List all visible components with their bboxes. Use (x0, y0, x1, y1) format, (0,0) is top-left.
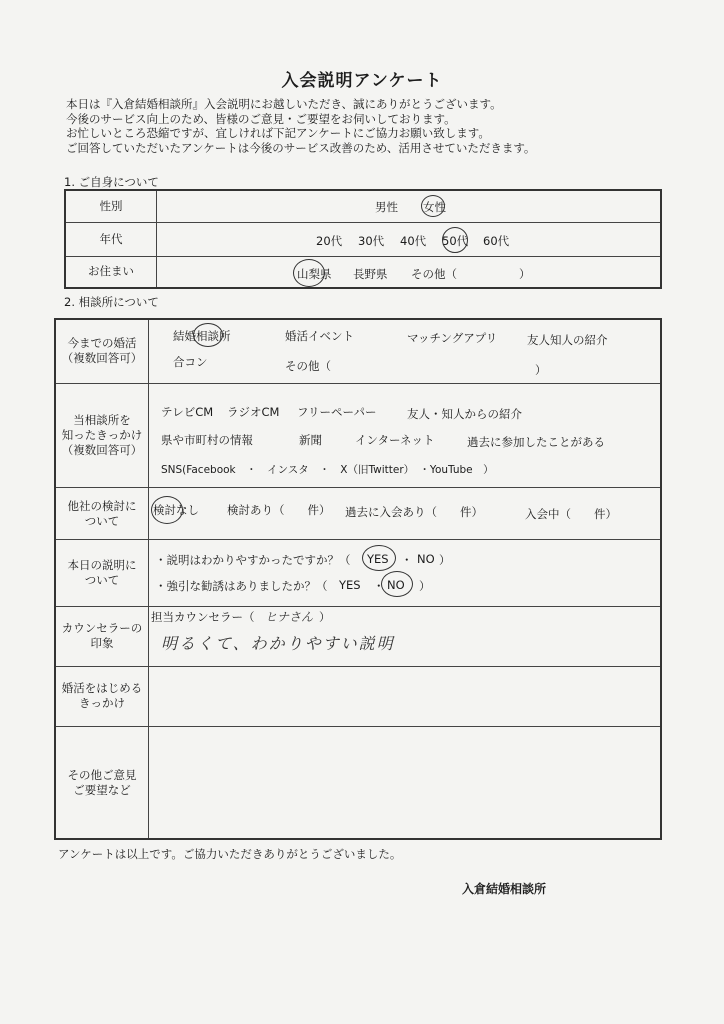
option-considering[interactable]: 検討あり（ 件） (227, 503, 331, 518)
option-nagano[interactable]: 長野県 (353, 266, 388, 281)
option-yamanashi[interactable]: 山梨県 (297, 266, 332, 281)
other-comments-row (55, 727, 661, 840)
trigger-label: 当相談所を (73, 412, 131, 427)
gender-row (65, 190, 661, 222)
option-clarity-no[interactable]: NO (417, 552, 435, 567)
counselor-impression-text[interactable]: 明るくて、わかりやすい説明 (161, 633, 395, 653)
option-40s[interactable]: 40代 (400, 233, 427, 248)
agency-info-table (54, 318, 662, 840)
option-other-residence[interactable]: その他（ (411, 266, 457, 281)
paren-close: ） (439, 553, 451, 568)
other-agency-label-2: ついて (84, 513, 120, 528)
option-50s[interactable]: 50代 (442, 233, 469, 248)
today-explanation-label-2: ついて (84, 572, 120, 587)
option-20s[interactable]: 20代 (316, 233, 343, 248)
other-comments-answer[interactable] (149, 727, 662, 840)
option-friend-referral[interactable]: 友人・知人からの紹介 (407, 406, 522, 421)
other-comments-label: その他ご意見 (67, 767, 137, 782)
option-newspaper[interactable]: 新聞 (299, 432, 322, 447)
intro-line: 今後のサービス向上のため、皆様のご意見・ご要望をお伺いしております。 (66, 111, 456, 126)
option-female[interactable]: 女性 (423, 200, 446, 214)
counselor-name[interactable]: ヒナさん (265, 609, 314, 624)
option-30s[interactable]: 30代 (358, 233, 385, 248)
option-pushy-no[interactable]: NO (387, 578, 405, 593)
section-1-heading: 1. ご自身について (64, 175, 159, 189)
option-konkatsu-event[interactable]: 婚活イベント (285, 329, 354, 343)
option-60s[interactable]: 60代 (483, 233, 510, 248)
option-no-consideration[interactable]: 検討なし (153, 503, 199, 518)
option-other-activity[interactable]: その他（ (285, 359, 331, 373)
option-matching-app[interactable]: マッチングアプリ (407, 331, 498, 345)
gender-label: 性別 (65, 190, 157, 222)
separator: ・ (373, 579, 385, 594)
option-internet[interactable]: インターネット (355, 432, 435, 447)
other-agency-label: 他社の検討に (67, 498, 137, 513)
option-tv-cm[interactable]: テレビCM (161, 404, 214, 419)
residence-row (65, 256, 661, 288)
paren-close: ） (519, 266, 531, 281)
residence-label: お住まい (65, 256, 157, 288)
prev-activity-label-note: （複数回答可） (61, 351, 143, 366)
konkatsu-start-label-2: きっかけ (79, 696, 125, 711)
paren-close: ） (319, 609, 331, 624)
option-municipal-info[interactable]: 県や市町村の情報 (161, 432, 253, 447)
question-pushy: ・強引な勧誘はありましたか？（ (155, 579, 328, 594)
age-row (65, 222, 661, 256)
option-friend-intro[interactable]: 友人知人の紹介 (527, 333, 608, 347)
option-radio-cm[interactable]: ラジオCM (227, 404, 280, 419)
option-past-member[interactable]: 過去に入会あり（ 件） (345, 505, 483, 520)
option-pushy-yes[interactable]: YES (339, 578, 361, 593)
konkatsu-start-answer[interactable] (149, 666, 662, 726)
today-explanation-label: 本日の説明に (67, 557, 137, 572)
trigger-row (55, 383, 661, 487)
question-clarity: ・説明はわかりやすかったですか？（ (155, 553, 351, 568)
intro-text (66, 97, 686, 155)
trigger-label-note: （複数回答可） (61, 442, 143, 457)
option-sns[interactable]: SNS(Facebook ・ インスタ ・ X（旧Twitter） ・YouTube ） (161, 463, 494, 476)
option-male[interactable]: 男性 (375, 200, 398, 214)
intro-line: ご回答していただいたアンケートは今後のサービス改善のため、活用させていただきます。 (66, 140, 536, 155)
option-free-paper[interactable]: フリーペーパー (297, 404, 377, 419)
personal-info-table (64, 189, 662, 289)
paren-close: ） (535, 363, 547, 377)
today-explanation-row (55, 540, 661, 606)
option-clarity-yes[interactable]: YES (367, 552, 389, 567)
age-label: 年代 (65, 222, 157, 256)
prev-activity-label: 今までの婚活 (67, 336, 137, 351)
page-title: 入会説明アンケート (281, 71, 443, 91)
other-agency-row (55, 488, 661, 540)
intro-line: 本日は『入倉結婚相談所』入会説明にお越しいただき、誠にありがとうございます。 (66, 97, 502, 111)
option-currently-member[interactable]: 入会中（ 件） (525, 507, 617, 522)
paren-close: ） (419, 579, 431, 594)
counselor-label: カウンセラーの (61, 621, 143, 636)
counselor-row (55, 606, 661, 666)
separator: ・ (401, 553, 413, 568)
prev-activity-row (55, 319, 661, 383)
other-comments-label-2: ご要望など (73, 782, 131, 797)
konkatsu-start-row (55, 666, 661, 726)
counselor-label-2: 印象 (90, 636, 114, 651)
option-marriage-agency[interactable]: 結婚相談所 (173, 329, 231, 343)
counselor-name-prefix: 担当カウンセラー（ (151, 609, 255, 624)
section-2-heading: 2. 相談所について (64, 295, 159, 309)
konkatsu-start-label: 婚活をはじめる (61, 681, 143, 696)
trigger-label-2: 知ったきっかけ (61, 427, 143, 442)
closing-text: アンケートは以上です。ご協力いただきありがとうございました。 (58, 847, 402, 861)
option-goukon[interactable]: 合コン (173, 355, 208, 369)
option-past-participation[interactable]: 過去に参加したことがある (467, 434, 605, 449)
organization-name: 入倉結婚相談所 (462, 882, 547, 896)
intro-line: お忙しいところ恐縮ですが、宜しければ下記アンケートにご協力お願い致します。 (66, 126, 490, 140)
